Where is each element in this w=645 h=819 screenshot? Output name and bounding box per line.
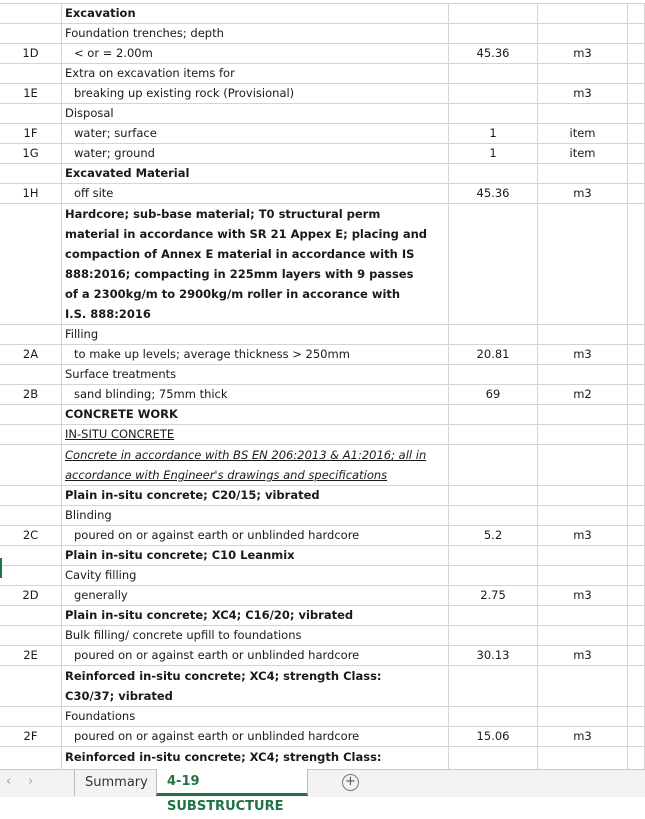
table-row (0, 727, 645, 747)
unit-cell[interactable]: m3 (538, 345, 628, 364)
empty-cell[interactable] (628, 546, 645, 565)
rows-container (0, 4, 645, 769)
description-cell[interactable]: Reinforced in-situ concrete; XC4; strength Class: C30/37; vibrated (62, 666, 449, 706)
empty-cell[interactable] (628, 124, 645, 143)
description-cell[interactable]: Plain in-situ concrete; C20/15; vibrated (62, 486, 449, 505)
unit-cell[interactable] (538, 606, 628, 625)
table-row (0, 144, 645, 164)
table-row (0, 707, 645, 727)
item-ref-cell[interactable] (0, 4, 62, 23)
item-ref-cell[interactable]: 1F (0, 124, 62, 143)
quantity-cell[interactable] (449, 4, 538, 23)
empty-cell[interactable] (628, 626, 645, 645)
description-cell[interactable]: poured on or against earth or unblinded hardcore (62, 646, 449, 665)
description-cell[interactable]: Extra on excavation items for (62, 64, 449, 83)
table-row (0, 124, 645, 144)
unit-cell[interactable]: m3 (538, 646, 628, 665)
unit-cell[interactable] (538, 405, 628, 424)
item-ref-cell[interactable] (0, 486, 62, 505)
empty-cell[interactable] (628, 566, 645, 585)
table-row (0, 405, 645, 425)
description-cell[interactable]: poured on or against earth or unblinded hardcore (62, 727, 449, 746)
quantity-cell[interactable]: 5.2 (449, 526, 538, 545)
table-row (0, 666, 645, 707)
description-cell[interactable]: CONCRETE WORK (62, 405, 449, 424)
description-cell[interactable]: generally (62, 586, 449, 605)
item-ref-cell[interactable] (0, 506, 62, 525)
tab-summary[interactable]: Summary (74, 770, 156, 796)
item-ref-cell[interactable]: 1D (0, 44, 62, 63)
item-ref-cell[interactable] (0, 365, 62, 384)
quantity-cell[interactable] (449, 606, 538, 625)
unit-cell[interactable]: m3 (538, 727, 628, 746)
row-selection-marker (0, 558, 2, 578)
item-ref-cell[interactable]: 1G (0, 144, 62, 163)
grid-top-edge (0, 0, 645, 4)
item-ref-cell[interactable]: 2A (0, 345, 62, 364)
quantity-cell[interactable] (449, 546, 538, 565)
unit-cell[interactable] (538, 626, 628, 645)
description-cell[interactable]: water; surface (62, 124, 449, 143)
unit-cell[interactable]: m3 (538, 44, 628, 63)
item-ref-cell[interactable] (0, 24, 62, 43)
quantity-cell[interactable] (449, 486, 538, 505)
quantity-cell[interactable] (449, 566, 538, 585)
table-row (0, 445, 645, 486)
unit-cell[interactable] (538, 506, 628, 525)
unit-cell[interactable]: m3 (538, 586, 628, 605)
table-row (0, 526, 645, 546)
quantity-cell[interactable] (449, 64, 538, 83)
unit-cell[interactable] (538, 204, 628, 324)
description-cell[interactable]: poured on or against earth or unblinded hardcore (62, 526, 449, 545)
quantity-cell[interactable]: 2.75 (449, 586, 538, 605)
unit-cell[interactable] (538, 64, 628, 83)
empty-cell[interactable] (628, 385, 645, 404)
description-cell[interactable]: breaking up existing rock (Provisional) (62, 84, 449, 103)
quantity-cell[interactable]: 1 (449, 144, 538, 163)
description-cell[interactable]: Cavity filling (62, 566, 449, 585)
description-cell[interactable]: Foundations (62, 707, 449, 726)
table-row (0, 546, 645, 566)
quantity-cell[interactable] (449, 425, 538, 444)
item-ref-cell[interactable] (0, 546, 62, 565)
quantity-cell[interactable] (449, 626, 538, 645)
quantity-cell[interactable] (449, 506, 538, 525)
quantity-cell[interactable]: 15.06 (449, 727, 538, 746)
item-ref-cell[interactable] (0, 64, 62, 83)
item-ref-cell[interactable] (0, 164, 62, 183)
table-row (0, 566, 645, 586)
unit-cell[interactable] (538, 325, 628, 344)
item-ref-cell[interactable]: 1H (0, 184, 62, 203)
empty-cell[interactable] (628, 747, 645, 769)
table-row (0, 84, 645, 104)
description-cell[interactable]: Foundation trenches; depth (62, 24, 449, 43)
unit-cell[interactable] (538, 546, 628, 565)
sheet-tab-bar (0, 769, 645, 814)
quantity-cell[interactable] (449, 84, 538, 103)
table-row (0, 24, 645, 44)
add-sheet-icon[interactable]: + (342, 774, 359, 791)
quantity-cell[interactable] (449, 747, 538, 769)
table-row (0, 4, 645, 24)
empty-cell[interactable] (628, 646, 645, 665)
item-ref-cell[interactable] (0, 104, 62, 123)
quantity-cell[interactable]: 20.81 (449, 345, 538, 364)
table-row (0, 104, 645, 124)
description-cell[interactable]: Bulk filling/ concrete upfill to foundations (62, 626, 449, 645)
table-row (0, 747, 645, 769)
item-ref-cell[interactable]: 2E (0, 646, 62, 665)
scroll-tabs-right-icon[interactable]: › (28, 774, 34, 789)
unit-cell[interactable] (538, 747, 628, 769)
table-row (0, 586, 645, 606)
quantity-cell[interactable]: 1 (449, 124, 538, 143)
unit-cell[interactable] (538, 24, 628, 43)
table-row (0, 506, 645, 526)
empty-cell[interactable] (628, 4, 645, 23)
empty-cell[interactable] (628, 24, 645, 43)
empty-cell[interactable] (628, 365, 645, 384)
description-cell[interactable]: water; ground (62, 144, 449, 163)
empty-cell[interactable] (628, 204, 645, 324)
quantity-cell[interactable] (449, 445, 538, 485)
quantity-cell[interactable] (449, 666, 538, 706)
item-ref-cell[interactable]: 2C (0, 526, 62, 545)
quantity-cell[interactable]: 30.13 (449, 646, 538, 665)
quantity-cell[interactable]: 45.36 (449, 184, 538, 203)
item-ref-cell[interactable] (0, 325, 62, 344)
description-cell[interactable]: Surface treatments (62, 365, 449, 384)
table-row (0, 325, 645, 345)
item-ref-cell[interactable] (0, 445, 62, 485)
description-cell[interactable]: Plain in-situ concrete; XC4; C16/20; vibrated (62, 606, 449, 625)
empty-cell[interactable] (628, 606, 645, 625)
empty-cell[interactable] (628, 164, 645, 183)
scroll-tabs-left-icon[interactable]: ‹ (6, 774, 12, 789)
item-ref-cell[interactable] (0, 606, 62, 625)
description-cell[interactable]: sand blinding; 75mm thick (62, 385, 449, 404)
item-ref-cell[interactable] (0, 566, 62, 585)
empty-cell[interactable] (628, 184, 645, 203)
unit-cell[interactable] (538, 4, 628, 23)
description-cell[interactable]: IN-SITU CONCRETE (62, 425, 449, 444)
unit-cell[interactable] (538, 486, 628, 505)
item-ref-cell[interactable] (0, 666, 62, 706)
table-row (0, 646, 645, 666)
empty-cell[interactable] (628, 425, 645, 444)
table-row (0, 626, 645, 646)
item-ref-cell[interactable]: 2B (0, 385, 62, 404)
table-row (0, 385, 645, 405)
description-cell[interactable]: to make up levels; average thickness > 250mm (62, 345, 449, 364)
unit-cell[interactable] (538, 164, 628, 183)
unit-cell[interactable]: m2 (538, 385, 628, 404)
item-ref-cell[interactable]: 2D (0, 586, 62, 605)
description-cell[interactable]: Excavation (62, 4, 449, 23)
table-row (0, 184, 645, 204)
unit-cell[interactable] (538, 707, 628, 726)
table-row (0, 164, 645, 184)
item-ref-cell[interactable] (0, 204, 62, 324)
empty-cell[interactable] (628, 666, 645, 706)
empty-cell[interactable] (628, 64, 645, 83)
item-ref-cell[interactable] (0, 405, 62, 424)
empty-cell[interactable] (628, 586, 645, 605)
empty-cell[interactable] (628, 506, 645, 525)
unit-cell[interactable]: m3 (538, 184, 628, 203)
description-cell[interactable]: < or = 2.00m (62, 44, 449, 63)
table-row (0, 425, 645, 445)
table-row (0, 365, 645, 385)
table-row (0, 345, 645, 365)
unit-cell[interactable]: m3 (538, 84, 628, 103)
tab-4-19-substructure[interactable]: 4-19 SUBSTRUCTURE (156, 769, 308, 796)
item-ref-cell[interactable]: 1E (0, 84, 62, 103)
description-cell[interactable]: off site (62, 184, 449, 203)
description-cell[interactable]: Plain in-situ concrete; C10 Leanmix (62, 546, 449, 565)
unit-cell[interactable] (538, 425, 628, 444)
table-row (0, 204, 645, 325)
table-row (0, 606, 645, 626)
item-ref-cell[interactable] (0, 425, 62, 444)
unit-cell[interactable] (538, 445, 628, 485)
quantity-cell[interactable]: 45.36 (449, 44, 538, 63)
description-cell[interactable]: Blinding (62, 506, 449, 525)
description-cell[interactable]: Concrete in accordance with BS EN 206:2013 & A1:2016; all in accordance with Engineer's drawings and specifications (62, 445, 449, 485)
quantity-cell[interactable] (449, 707, 538, 726)
table-row (0, 486, 645, 506)
unit-cell[interactable]: item (538, 124, 628, 143)
item-ref-cell[interactable] (0, 626, 62, 645)
unit-cell[interactable] (538, 666, 628, 706)
empty-cell[interactable] (628, 104, 645, 123)
empty-cell[interactable] (628, 526, 645, 545)
unit-cell[interactable] (538, 104, 628, 123)
description-cell[interactable]: Filling (62, 325, 449, 344)
empty-cell[interactable] (628, 84, 645, 103)
unit-cell[interactable] (538, 365, 628, 384)
empty-cell[interactable] (628, 707, 645, 726)
unit-cell[interactable]: m3 (538, 526, 628, 545)
empty-cell[interactable] (628, 727, 645, 746)
quantity-cell[interactable] (449, 164, 538, 183)
item-ref-cell[interactable] (0, 747, 62, 769)
empty-cell[interactable] (628, 44, 645, 63)
quantity-cell[interactable] (449, 405, 538, 424)
quantity-cell[interactable] (449, 204, 538, 324)
quantity-cell[interactable] (449, 24, 538, 43)
quantity-cell[interactable] (449, 104, 538, 123)
quantity-cell[interactable] (449, 325, 538, 344)
empty-cell[interactable] (628, 325, 645, 344)
unit-cell[interactable] (538, 566, 628, 585)
description-cell[interactable]: Hardcore; sub-base material; T0 structural perm material in accordance with SR 21 Appex E; placing and compaction of Annex E material in accordance with IS 888:2016; compacting in 225mm layers with 9 passes of a 2300kg/m to 2900kg/m roller in accorance with I.S. 888:2016 (62, 204, 449, 324)
quantity-cell[interactable]: 69 (449, 385, 538, 404)
table-row (0, 64, 645, 84)
description-cell[interactable]: Reinforced in-situ concrete; XC4; strength Class: (62, 747, 449, 769)
unit-cell[interactable]: item (538, 144, 628, 163)
quantity-cell[interactable] (449, 365, 538, 384)
item-ref-cell[interactable]: 2F (0, 727, 62, 746)
empty-cell[interactable] (628, 486, 645, 505)
description-cell[interactable]: Excavated Material (62, 164, 449, 183)
empty-cell[interactable] (628, 445, 645, 485)
empty-cell[interactable] (628, 345, 645, 364)
table-row (0, 44, 645, 64)
description-cell[interactable]: Disposal (62, 104, 449, 123)
item-ref-cell[interactable] (0, 707, 62, 726)
empty-cell[interactable] (628, 405, 645, 424)
empty-cell[interactable] (628, 144, 645, 163)
